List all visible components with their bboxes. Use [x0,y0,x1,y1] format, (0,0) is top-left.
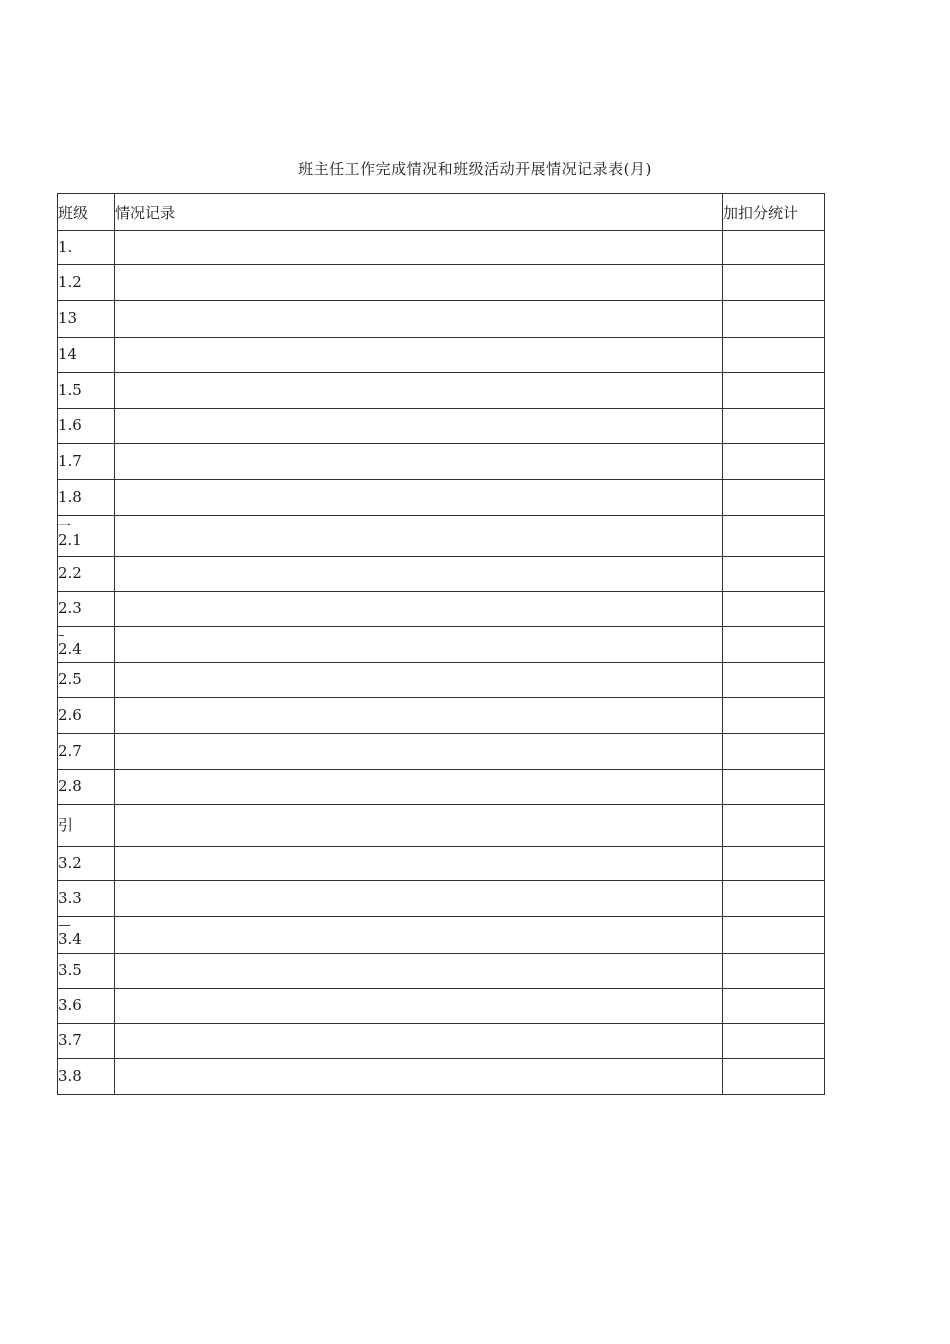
table-row [58,847,825,881]
class-label: 2.7 [58,741,82,760]
record-cell[interactable] [115,301,723,338]
score-cell[interactable] [723,301,825,338]
table-row [58,557,825,592]
header-class: 班级 [58,194,115,231]
score-cell[interactable] [723,805,825,847]
class-cell [58,301,115,338]
score-cell[interactable] [723,917,825,954]
class-cell [58,444,115,480]
class-cell [58,805,115,847]
class-cell [58,338,115,373]
table-row [58,516,825,557]
table-row [58,954,825,989]
header-score: 加扣分统计 [723,194,825,231]
class-cell [58,770,115,805]
record-cell[interactable] [115,663,723,698]
table-row [58,231,825,265]
score-cell[interactable] [723,480,825,516]
table-row [58,698,825,734]
score-cell[interactable] [723,770,825,805]
record-cell[interactable] [115,954,723,989]
record-cell[interactable] [115,881,723,917]
class-label: 2.3 [58,599,82,618]
score-cell[interactable] [723,409,825,444]
class-cell [58,409,115,444]
table-row [58,881,825,917]
record-cell[interactable] [115,805,723,847]
class-label: 3.2 [58,853,82,872]
score-cell[interactable] [723,663,825,698]
table-row [58,592,825,627]
class-label: 引 [58,815,74,834]
record-cell[interactable] [115,516,723,557]
class-cell [58,592,115,627]
class-label: 3.3 [58,888,82,907]
table-row [58,917,825,954]
class-label: 14 [58,345,78,364]
score-cell[interactable] [723,627,825,663]
record-cell[interactable] [115,917,723,954]
score-cell[interactable] [723,373,825,409]
header-record: 情况记录 [115,194,723,231]
table-row [58,663,825,698]
record-cell[interactable] [115,627,723,663]
class-cell [58,989,115,1024]
class-cell [58,663,115,698]
class-label: 2.6 [58,705,82,724]
class-label: 3.4 [58,930,82,949]
table-row [58,1024,825,1059]
record-table [57,193,825,1095]
class-cell [58,917,115,954]
score-cell[interactable] [723,592,825,627]
class-cell [58,881,115,917]
table-row [58,1059,825,1095]
record-cell[interactable] [115,480,723,516]
record-cell[interactable] [115,338,723,373]
class-cell [58,627,115,663]
record-cell[interactable] [115,698,723,734]
score-cell[interactable] [723,698,825,734]
table-row [58,770,825,805]
record-cell[interactable] [115,734,723,770]
score-cell[interactable] [723,557,825,592]
table-row [58,444,825,480]
table-row [58,805,825,847]
record-cell[interactable] [115,373,723,409]
class-cell [58,1059,115,1095]
score-cell[interactable] [723,444,825,480]
class-cell [58,265,115,301]
class-cell [58,231,115,265]
record-cell[interactable] [115,770,723,805]
class-cell [58,557,115,592]
table-row [58,301,825,338]
class-label: 2.4 [58,639,82,658]
score-cell[interactable] [723,881,825,917]
score-cell[interactable] [723,954,825,989]
class-label: 2.1 [58,531,82,550]
record-cell[interactable] [115,847,723,881]
score-cell[interactable] [723,265,825,301]
class-label: 3.6 [58,996,82,1015]
class-label: 1.2 [58,272,82,291]
record-cell[interactable] [115,989,723,1024]
score-cell[interactable] [723,1024,825,1059]
table-row [58,338,825,373]
class-label: 13 [58,309,78,328]
class-label: 2.5 [58,670,82,689]
record-cell[interactable] [115,265,723,301]
class-cell [58,698,115,734]
table-row [58,373,825,409]
score-cell[interactable] [723,847,825,881]
record-cell[interactable] [115,1059,723,1095]
header-row [58,194,825,231]
class-prefix-mark: 一 [58,519,72,535]
score-cell[interactable] [723,516,825,557]
class-label: 1.8 [58,487,82,506]
class-label: 3.8 [58,1066,82,1085]
record-cell[interactable] [115,409,723,444]
class-cell [58,847,115,881]
class-label: 1.5 [58,380,82,399]
class-prefix-mark: — [58,918,71,934]
table-row [58,265,825,301]
record-cell[interactable] [115,592,723,627]
class-prefix-mark: – [58,627,65,643]
class-cell [58,954,115,989]
class-cell [58,480,115,516]
table-row [58,734,825,770]
class-label: 2.8 [58,777,82,796]
class-label: 3.5 [58,961,82,980]
class-label: 2.2 [58,564,82,583]
table-row [58,409,825,444]
class-cell [58,1024,115,1059]
record-cell[interactable] [115,1024,723,1059]
class-cell [58,734,115,770]
document-title: 班主任工作完成情况和班级活动开展情况记录表(月) [298,160,652,178]
class-cell [58,373,115,409]
class-label: 3.7 [58,1031,82,1050]
score-cell[interactable] [723,231,825,265]
score-cell[interactable] [723,989,825,1024]
class-label: 1.6 [58,416,82,435]
record-cell[interactable] [115,444,723,480]
class-cell [58,516,115,557]
table-row [58,627,825,663]
table-row [58,989,825,1024]
score-cell[interactable] [723,734,825,770]
class-label: 1.7 [58,451,82,470]
class-label: 1. [58,237,73,256]
record-cell[interactable] [115,231,723,265]
score-cell[interactable] [723,1059,825,1095]
record-cell[interactable] [115,557,723,592]
score-cell[interactable] [723,338,825,373]
table-row [58,480,825,516]
